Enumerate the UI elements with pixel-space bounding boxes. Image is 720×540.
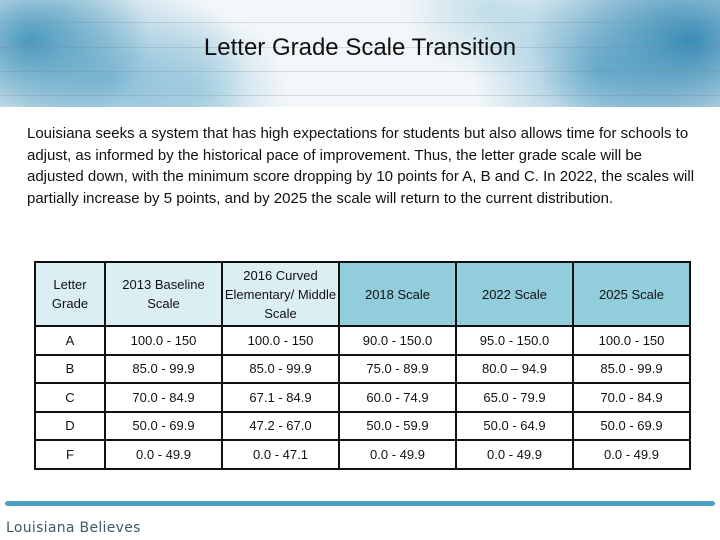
scale-cell: 75.0 - 89.9 [339, 355, 456, 384]
column-header: 2018 Scale [339, 262, 456, 326]
scale-cell: 100.0 - 150 [222, 326, 339, 355]
column-header: 2022 Scale [456, 262, 573, 326]
column-header: 2025 Scale [573, 262, 690, 326]
scale-cell: 90.0 - 150.0 [339, 326, 456, 355]
scale-cell: 70.0 - 84.9 [105, 383, 222, 412]
grade-scale-table [34, 261, 691, 470]
scale-cell: 85.0 - 99.9 [105, 355, 222, 384]
table-row [35, 326, 690, 355]
column-header: 2016 Curved Elementary/ Middle Scale [222, 262, 339, 326]
scale-cell: 67.1 - 84.9 [222, 383, 339, 412]
scale-cell: 50.0 - 59.9 [339, 412, 456, 441]
scale-cell: 47.2 - 67.0 [222, 412, 339, 441]
scale-cell: 0.0 - 49.9 [339, 440, 456, 469]
table-body [35, 326, 690, 469]
scale-cell: 50.0 - 64.9 [456, 412, 573, 441]
scale-cell: 0.0 - 49.9 [105, 440, 222, 469]
scale-cell: 60.0 - 74.9 [339, 383, 456, 412]
table-row [35, 412, 690, 441]
column-header: 2013 Baseline Scale [105, 262, 222, 326]
scale-cell: 85.0 - 99.9 [573, 355, 690, 384]
column-header: Letter Grade [35, 262, 105, 326]
grade-cell: F [35, 440, 105, 469]
table-row [35, 383, 690, 412]
table-header-row [35, 262, 690, 326]
table-row [35, 440, 690, 469]
scale-cell: 85.0 - 99.9 [222, 355, 339, 384]
scale-cell: 50.0 - 69.9 [573, 412, 690, 441]
louisiana-believes-logo: Louisiana Believes [6, 520, 141, 536]
scale-cell: 65.0 - 79.9 [456, 383, 573, 412]
scale-cell: 50.0 - 69.9 [105, 412, 222, 441]
scale-cell: 0.0 - 49.9 [456, 440, 573, 469]
scale-cell: 95.0 - 150.0 [456, 326, 573, 355]
scale-cell: 100.0 - 150 [573, 326, 690, 355]
grade-cell: D [35, 412, 105, 441]
table-row [35, 355, 690, 384]
scale-cell: 0.0 - 47.1 [222, 440, 339, 469]
scale-cell: 0.0 - 49.9 [573, 440, 690, 469]
grade-cell: A [35, 326, 105, 355]
grade-cell: B [35, 355, 105, 384]
scale-cell: 70.0 - 84.9 [573, 383, 690, 412]
intro-paragraph: Louisiana seeks a system that has high expectations for students but also allows time for schools to adjust, as informed by the historical pace of improvement. Thus, the letter grade scale will be adjusted down, with the minimum score dropping by 10 points for A, B and C. In 2022, the scales will partially increase by 5 points, and by 2025 the scale will return to the current distribution. [27, 125, 695, 207]
scale-cell: 100.0 - 150 [105, 326, 222, 355]
title-banner [0, 0, 720, 107]
page-title: Letter Grade Scale Transition [203, 34, 517, 61]
scale-cell: 80.0 – 94.9 [456, 355, 573, 384]
footer-divider [5, 501, 715, 506]
grade-cell: C [35, 383, 105, 412]
